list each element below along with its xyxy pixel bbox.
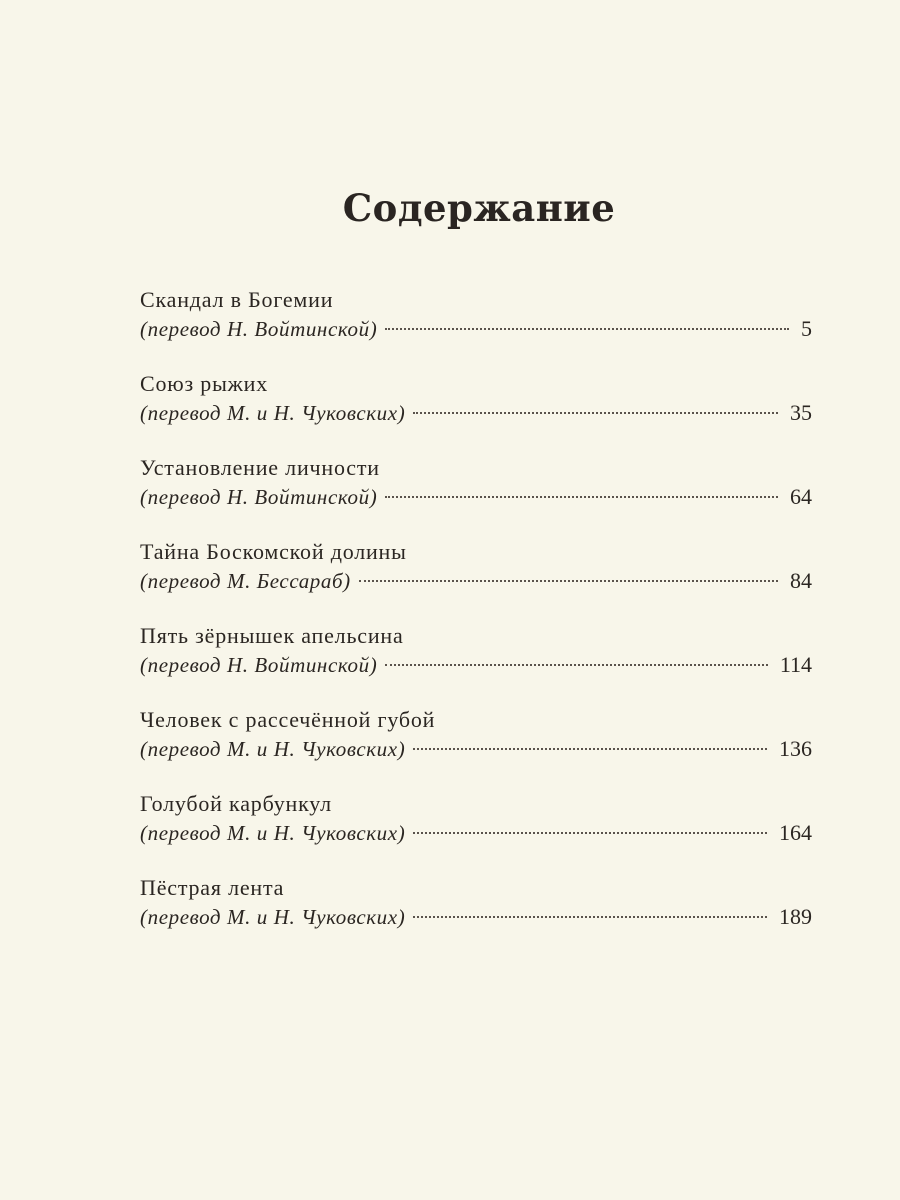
toc-entry — [140, 622, 812, 706]
entry-page-number: 5 — [801, 316, 812, 341]
entry-translator: (перевод М. и Н. Чуковских) — [140, 905, 406, 929]
entry-page-number: 189 — [779, 904, 812, 929]
entry-translator: (перевод Н. Войтинской) — [140, 485, 378, 509]
dot-leader — [413, 412, 778, 414]
entry-page-number: 164 — [779, 820, 812, 845]
entry-translator: (перевод М. Бессараб) — [140, 569, 351, 593]
dot-leader — [385, 328, 789, 330]
toc-entry — [140, 538, 812, 622]
entry-page-number: 64 — [790, 484, 812, 509]
entry-title: Пять зёрнышек апельсина — [140, 623, 404, 648]
entry-translator: (перевод Н. Войтинской) — [140, 317, 378, 341]
dot-leader — [385, 664, 768, 666]
entry-line — [140, 735, 812, 763]
entry-title: Скандал в Богемии — [140, 287, 334, 312]
entry-title: Человек с рассечённой губой — [140, 707, 436, 732]
entry-title: Голубой карбункул — [140, 791, 332, 816]
entry-page-number: 35 — [790, 400, 812, 425]
entry-title: Тайна Боскомской долины — [140, 539, 407, 564]
dot-leader — [413, 748, 767, 750]
toc-entry — [140, 706, 812, 790]
entry-line — [140, 567, 812, 595]
entry-title: Союз рыжих — [140, 371, 269, 396]
entry-page-number: 114 — [779, 652, 812, 677]
entry-page-number: 84 — [790, 568, 812, 593]
entry-page-number: 136 — [779, 736, 812, 761]
toc-entry — [140, 370, 812, 454]
entry-line — [140, 819, 812, 847]
dot-leader — [413, 832, 767, 834]
dot-leader — [359, 580, 778, 582]
dot-leader — [385, 496, 778, 498]
toc-entry — [140, 454, 812, 538]
entry-line — [140, 651, 812, 679]
entry-translator: (перевод М. и Н. Чуковских) — [140, 821, 406, 845]
entry-title: Установление личности — [140, 455, 380, 480]
entry-translator: (перевод Н. Войтинской) — [140, 653, 378, 677]
toc-entry — [140, 790, 812, 874]
entry-translator: (перевод М. и Н. Чуковских) — [140, 737, 406, 761]
entry-line — [140, 399, 812, 427]
toc-heading: Содержание — [342, 186, 616, 230]
dot-leader — [413, 916, 767, 918]
toc-list — [140, 286, 812, 958]
toc-entry — [140, 286, 812, 370]
entry-line — [140, 903, 812, 931]
toc-entry — [140, 874, 812, 958]
entry-translator: (перевод М. и Н. Чуковских) — [140, 401, 406, 425]
entry-line — [140, 315, 812, 343]
entry-title: Пёстрая лента — [140, 875, 285, 900]
entry-line — [140, 483, 812, 511]
